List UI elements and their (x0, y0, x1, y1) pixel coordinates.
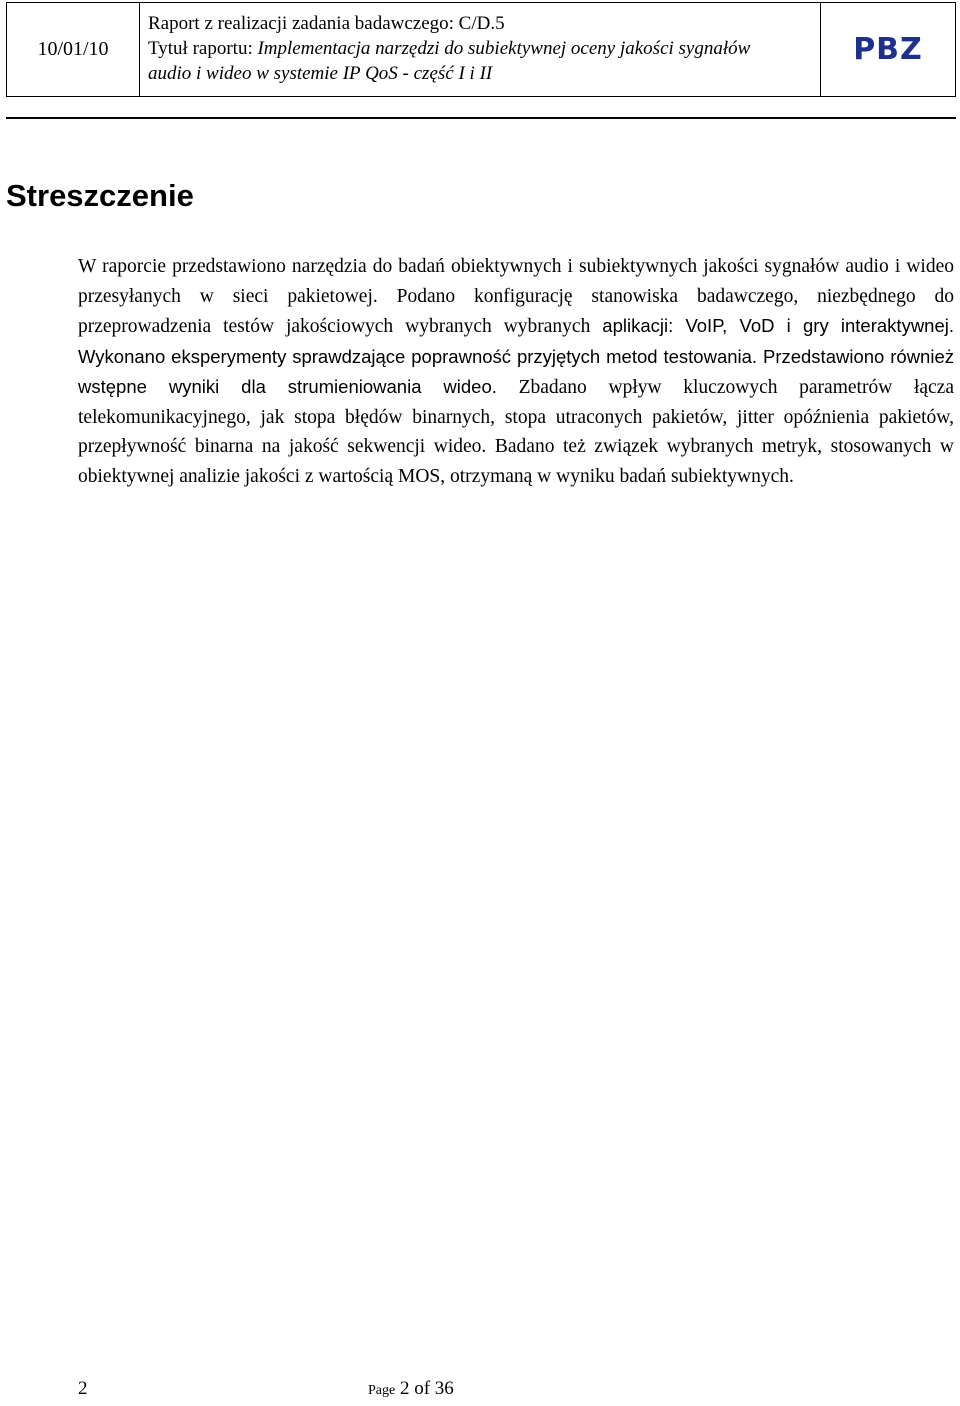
footer-page-count: 2 of 36 (395, 1378, 454, 1399)
header-report-line: Raport z realizacji zadania badawczego: C/D.5 (148, 13, 505, 34)
footer-page-indicator (368, 1378, 454, 1400)
abstract-segment-2: aplikacji: VoIP, VoD i gry interaktywnej. Wykonano eksperymenty sprawdzające poprawność przyjętych metod testowania. Przedstawiono również wstępne wyniki dla strumieniowania wideo. (78, 315, 955, 397)
header-title-label: Tytuł raportu: (148, 38, 258, 59)
header-date: 10/01/10 (7, 3, 140, 96)
abstract-segment-1: W raporcie przedstawiono narzędzia do badań obiektywnych i subiektywnych jakości sygnałów audio i wideo przesyłanych w sieci pakietowej. Podano konfigurację stanowiska badawczego, niezbędnego do przeprowadzenia testów jakościowych wybranych wybranych (78, 256, 954, 337)
header-title-italic-1: Implementacja narzędzi do subiektywnej oceny jakości sygnałów (257, 38, 751, 59)
header-divider (6, 117, 956, 119)
report-header (6, 2, 956, 97)
abstract-segment-3: Zbadano wpływ kluczowych parametrów łącza telekomunikacyjnego, jak stopa błędów binarnych, stopa utraconych pakietów, jitter opóźnienia pakietów, przepływność binarna na jakość sekwencji wideo. Badano też związek wybranych metryk, stosowanych w obiektywnej analizie jakości z wartością MOS, otrzymaną w wyniku badań subiektywnych. (78, 377, 954, 487)
header-title-line (148, 36, 820, 61)
abstract-paragraph (78, 252, 954, 491)
header-title-italic-2: audio i wideo w systemie IP QoS - część I i II (148, 63, 493, 84)
header-title-cell (140, 3, 821, 96)
section-heading: Streszczenie (6, 178, 194, 213)
footer-page-word: Page (368, 1383, 396, 1398)
pbz-logo: PBZ (853, 32, 923, 67)
footer-number: 2 (78, 1378, 88, 1399)
